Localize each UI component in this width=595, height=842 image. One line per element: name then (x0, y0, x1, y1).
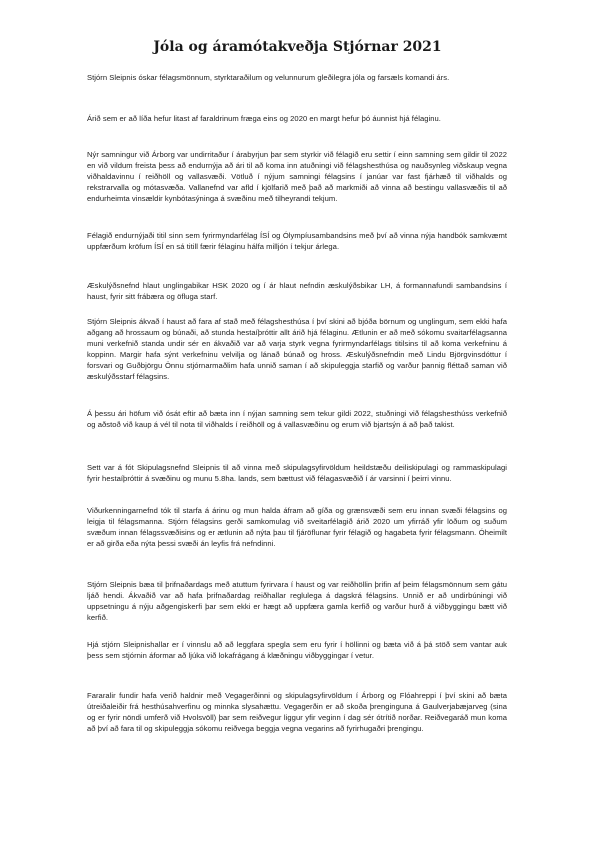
paragraph-new-agreement: Á þessu ári höfum við ósát eftir að bæta inn í nýjan samning sem tekur gildi 2022, stuðningi við félagshesthúss verkefnið og aðstoð við kaup á vél til nota til viðhalds í reiðhöll og á vallasvæðinu og erum við bjartsýn á að það takist. (87, 409, 507, 429)
paragraph-youth-committee: Æskulýðsnefnd hlaut unglingabikar HSK 2020 og í ár hlaut nefndin æskulýðsbikar LH, á formannafundi sambandsins í haust, fyrir sitt frábæra og öfluga starf. (87, 281, 507, 301)
paragraph-arborg-agreement: Nýr samningur við Árborg var undirritaður í árabyrjun þar sem styrkir við félagið eru settir í einn samning sem gildir til 2022 en við vildum freista þess að endurnýja að ári til að koma inn atuðningi við félagshesthúsa og nauðsynleg viðskaup vegna viðhaldavinnu í reiðhöll og vallasvæði. Vötluð í nýjum samningi félagsins í janúar var fast fjárhæð til viðhalds og rekstrarvalla og mótasvæða. Vallanefnd var afld í kjölfarið með það að markmiði að vinna að bestingu vallasvæðis til að endurheimta vinsældir kynbótasýninga á svæðinu með tilheyrandi tekjum. (87, 150, 507, 203)
paragraph-model-club: Félagið endurnýjaði titil sinn sem fyrirmyndarfélag ÍSÍ og Ólympíusambandsins með því að vinna nýja handbók samkvæmt uppfærðum kröfum ÍSÍ en sá titill færir félaginu hálfa milljón í tekjur árlega. (87, 231, 507, 251)
paragraph-land-committee: Viðurkenningarnefnd tók til starfa á árinu og mun halda áfram að gíða og grænsvæði sem eru innan svæði félagsins og leigja til félagsmanna. Stjórn félagsins gerði samkomulag við sveitarfélagið árið 2020 um yfirráð yfir löðum og suðum svæðum innan félagssvæðisins og er ætlunin að nýta þau til fjáröflunar fyrir félagið og hagabeta fyrir félagsmann. Óheimilt er að girða eða nýta þessi svæði án leyfis frá nefndinni. (87, 506, 507, 548)
paragraph-planning-committee: Sett var á fót Skipulagsnefnd Sleipnis til að vinna með skipulagsyfirvöldum heildstæðu deiliskipulagi og rammaskipulagi fyrir hestaíþróttir á svæðinu og munu 5.8ha. lands, sem bættust við félagasvæðið í ár varsinni í þeirri vinnu. (87, 463, 507, 483)
paragraph-club-stable: Stjórn Sleipnis ákvað í haust að fara af stað með félagshesthúsa í því skini að bjóða börnum og unglingum, sem ekki hafa aðgang að hrossaum og búnaði, að stunda hestaíþróttir allt árið hjá félaginu. Ætlunin er að með sókomu svaitarfélagsanna muni verkefnið standa undir sér en ákvaðið var að varja styrk vegna fyrirmyndarfélags titilsins til að koma verkefninu á koppinn. Margir hafa sýnt verkefninu velvilja og lánað búnað og hross. Æskulýðsnefndin með Lindu Björgvinsdóttur í forsvari og Guðbjörgu Önnu stjórnarmaðlim hafa unnið saman í að skipuleggja starfið og varður þannig fléttað saman við æskulýðsstarf félagsins. (87, 317, 507, 381)
paragraph-year-overview: Árið sem er að líða hefur litast af faraldrinum fræga eins og 2020 en margt hefur þó áunnist hjá félaginu. (87, 114, 441, 123)
paragraph-greeting: Stjórn Sleipnis óskar félagsmönnum, styrktaraðilum og velunnurum gleðilegra jóla og farsæls komandi árs. (87, 73, 450, 82)
paragraph-cleaning-day: Stjórn Sleipnis bæa til þrifnaðardags með atuttum fyrirvara í haust og var reiðhöllin þrifin af þeim félagsmönnum sem gátu ljáð hendi. Ákvaðið var að hafa þrifnaðardag reiðhallar reglulega á dagskrá félagsins. Unnið er að undirbúningi við uppsetningu á nýju aðgengiskerfi þar sem ekki er hægt að uppfæra gamla kerfið og varður hurð á viðbyggingu bætt við kerfið. (87, 580, 507, 622)
paragraph-hall-board: Hjá stjórn Sleipnishallar er í vinnslu að að leggfara spegla sem eru fyrir í höllinni og bæta við á þá stöð sem vantar auk þess sem stjórnin áformar að ljúka við lokafrágang á klæðningu viðbyggingar í vetur. (87, 640, 507, 660)
paragraph-road-meetings: Fararalir fundir hafa verið haldnir með Vegagerðinni og skipulagsyfirvöldum í Árborg og Flóahreppi í því skini að bæta útreiðaleiðir frá hesthúsahverfinu og minnka slysahættu. Vegagerðin er að skoða þrenginguna á Gaulverjabæjarveg (sina og er fyrir nöndi umferð við Hvolsvöll) þar sem reiðvegur liggur yfir veginn í dag sér ótrítið norðar. Reiðvegaráð mun koma að því að fara til og skipuleggja sókomu reiðvega beggja vegna vegarins að fyrirhugaðri þrengingu. (87, 691, 507, 733)
document-title: Jóla og áramótakveðja Stjórnar 2021 (153, 39, 442, 55)
